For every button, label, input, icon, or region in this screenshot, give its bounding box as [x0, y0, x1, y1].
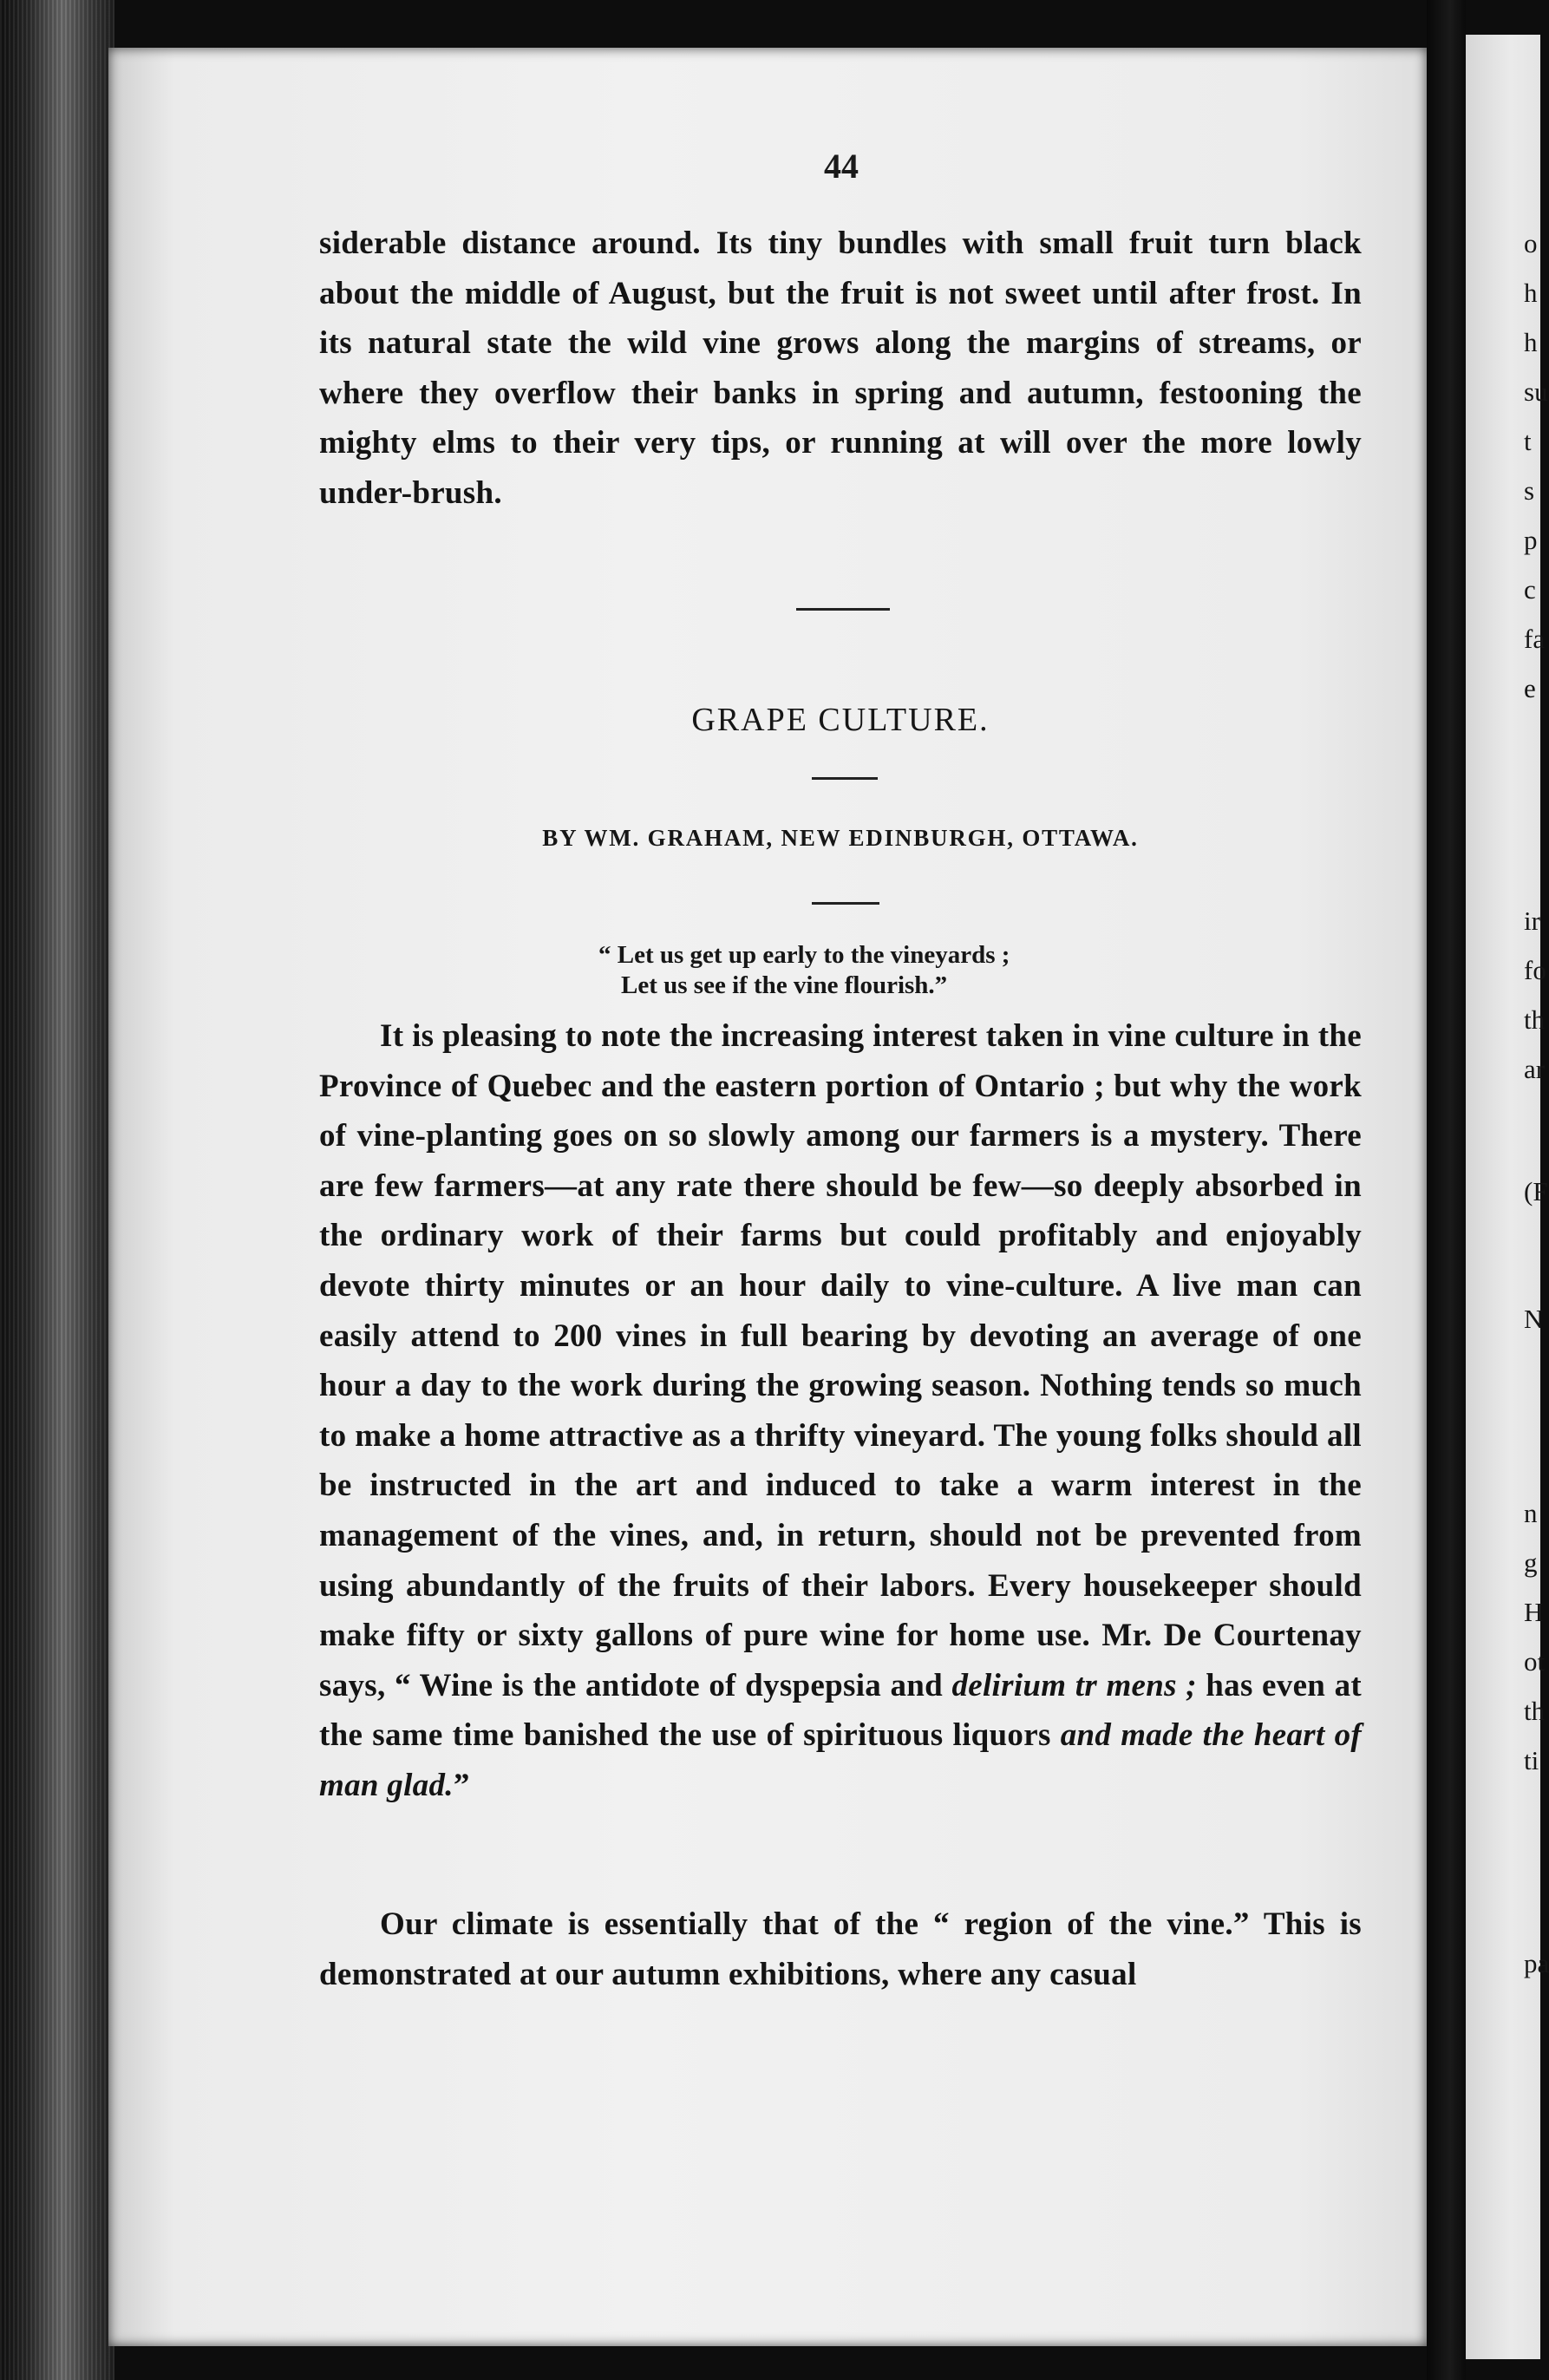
epigraph-line: “ Let us get up early to the vineyards ;: [598, 941, 1010, 969]
adjacent-fragment: (F: [1524, 1176, 1548, 1206]
adjacent-fragment: fa: [1524, 624, 1546, 654]
article-title: GRAPE CULTURE.: [691, 702, 990, 738]
adjacent-fragment: ot: [1524, 1646, 1546, 1677]
adjacent-fragment: t: [1524, 426, 1532, 456]
adjacent-fragment: e: [1524, 673, 1536, 703]
article-byline: BY WM. GRAHAM, NEW EDINBURGH, OTTAWA.: [542, 825, 1139, 851]
section-divider: [796, 608, 890, 611]
adjacent-fragment: H: [1524, 1597, 1544, 1627]
adjacent-fragment: ir: [1524, 906, 1540, 936]
adjacent-fragment: ar: [1524, 1054, 1546, 1084]
adjacent-fragment: pa: [1524, 1948, 1549, 1978]
byline-rule: [812, 902, 879, 905]
continuation-paragraph: siderable distance around. Its tiny bundles with small fruit turn black about the middle of August, but the fruit is not sweet until after frost. In its natural state the wild vine grows along the margins of streams, or where they overflow their banks in spring and autumn, festooning the mighty elms to their very tips, or running at will over the more lowly under-brush.: [319, 226, 1362, 511]
adjacent-fragment: c: [1524, 574, 1536, 605]
adjacent-fragment: fo: [1524, 955, 1546, 985]
adjacent-fragment: p: [1524, 525, 1538, 555]
adjacent-fragment: th: [1524, 1696, 1546, 1726]
adjacent-fragment: o: [1524, 228, 1538, 258]
italic-text: delirium tr mens ;: [951, 1667, 1197, 1703]
body-paragraph: Our climate is essentially that of the “ region of the vine.” This is demonstrated at our autumn exhibitions, where any casual: [319, 1906, 1362, 1992]
adjacent-fragment: s: [1524, 475, 1535, 506]
page-gutter: [1427, 0, 1466, 2380]
body-text: It is pleasing to note the increasing interest taken in vine culture in the Province of Quebec and the eastern portion of Ontario ; but why the work of vine-planting goes on so slowly among our farmers is a mystery. There are few farmers—at any rate there should be few—so deeply absorbed in the ordinary work of their farms but could profitably and enjoyably devote thirty minutes or an hour daily to vine-culture. A live man can easily attend to 200 vines in full bearing by devoting an average of one hour a day to the work during the growing season. Nothing tends so much to make a home attractive as a thrifty vineyard. The young folks should all be instructed in the art and induced to take a warm interest in the management of the vines, and, in return, should not be prevented from using abundantly of the fruits of their labors. Every housekeeper should make fifty or sixty gallons of pure wine for home use. Mr. De Courtenay says, “ Wine is the antidote of dyspepsia and: [319, 1018, 1362, 1703]
body-text: has even at the same time banished the use of spirituous liquors: [319, 1667, 1362, 1754]
title-rule: [812, 777, 878, 780]
adjacent-fragment: h: [1524, 327, 1538, 357]
adjacent-fragment: th: [1524, 1004, 1546, 1035]
epigraph-line: Let us see if the vine flourish.”: [621, 971, 948, 999]
page-number: 44: [824, 147, 859, 186]
italic-text: and made the heart of man glad.: [319, 1717, 1363, 1803]
adjacent-fragment: ti: [1524, 1745, 1539, 1775]
adjacent-fragment: su: [1524, 376, 1548, 407]
adjacent-fragment: n: [1524, 1498, 1538, 1528]
book-spine-edge: [0, 0, 114, 2380]
adjacent-fragment: N: [1524, 1304, 1544, 1334]
adjacent-fragment: g: [1524, 1547, 1538, 1578]
body-paragraph: [319, 1011, 1362, 1811]
body-text: ”: [453, 1767, 470, 1803]
adjacent-fragment: h: [1524, 278, 1538, 308]
